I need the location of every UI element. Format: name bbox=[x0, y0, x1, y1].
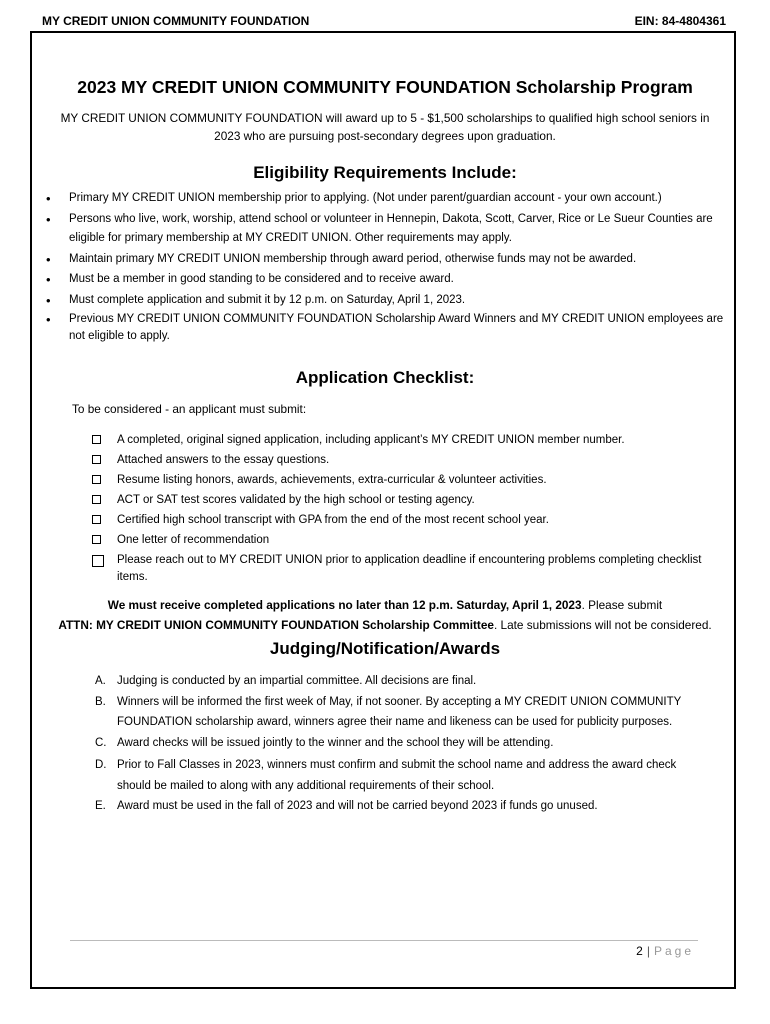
intro-paragraph: MY CREDIT UNION COMMUNITY FOUNDATION will award up to 5 - $1,500 scholarships to qualified high school seniors in 2023 who are pursuing post-secondary degrees upon graduation. bbox=[60, 111, 710, 143]
checklist-item-text: Attached answers to the essay questions. bbox=[117, 454, 330, 466]
eligibility-item bbox=[46, 291, 726, 311]
list-letter: E. bbox=[95, 800, 106, 812]
checklist bbox=[92, 430, 702, 586]
judging-item-text: Winners will be informed the first week of May, if not sooner. By accepting a MY CREDIT UNION COMMUNITY FOUNDATION scholarship award, winners agree their name and likeness can be used for publicity purposes. bbox=[117, 695, 682, 728]
attn-bold-text: ATTN: MY CREDIT UNION COMMUNITY FOUNDATION Scholarship Committee bbox=[58, 618, 494, 632]
judging-item bbox=[92, 796, 702, 817]
checklist-heading: Application Checklist: bbox=[295, 368, 475, 387]
bullet-icon: • bbox=[46, 292, 51, 308]
checklist-item-text: Please reach out to MY CREDIT UNION prior to application deadline if encountering problems completing checklist items. bbox=[117, 554, 702, 583]
checkbox-icon bbox=[92, 475, 101, 484]
checklist-item bbox=[92, 430, 702, 450]
list-letter: C. bbox=[95, 736, 107, 749]
checkbox-icon bbox=[92, 435, 101, 444]
checklist-item-text: A completed, original signed application, including applicant’s MY CREDIT UNION member number. bbox=[117, 434, 625, 446]
bullet-icon: • bbox=[46, 251, 51, 267]
checklist-item bbox=[92, 450, 702, 470]
judging-heading: Judging/Notification/Awards bbox=[269, 639, 501, 658]
checkbox-icon bbox=[92, 535, 101, 544]
eligibility-item bbox=[46, 311, 726, 345]
judging-item-text: Judging is conducted by an impartial committee. All decisions are final. bbox=[117, 675, 477, 687]
list-letter: D. bbox=[95, 759, 107, 771]
page-separator: | bbox=[646, 944, 650, 958]
page-title: 2023 MY CREDIT UNION COMMUNITY FOUNDATION Scholarship Program bbox=[77, 77, 693, 97]
checklist-item-text: One letter of recommendation bbox=[117, 534, 270, 546]
eligibility-item-text: Primary MY CREDIT UNION membership prior to applying. (Not under parent/guardian account - your own account.) bbox=[69, 192, 662, 204]
checklist-item bbox=[92, 530, 702, 550]
judging-item-text: Prior to Fall Classes in 2023, winners must confirm and submit the school name and address the award check should be mailed to along with any additional requirements of their school. bbox=[117, 759, 677, 792]
bullet-icon: • bbox=[46, 272, 51, 287]
eligibility-item-text: Must complete application and submit it by 12 p.m. on Saturday, April 1, 2023. bbox=[69, 293, 466, 306]
checklist-item bbox=[92, 552, 702, 586]
checklist-item bbox=[92, 510, 702, 530]
judging-item bbox=[92, 692, 702, 733]
checklist-lead: To be considered - an applicant must submit: bbox=[72, 402, 307, 416]
judging-item-text: Award must be used in the fall of 2023 and will not be carried beyond 2023 if funds go unused. bbox=[117, 800, 598, 812]
judging-item bbox=[92, 671, 702, 692]
eligibility-item-text: Maintain primary MY CREDIT UNION membership through award period, otherwise funds may not be awarded. bbox=[69, 252, 637, 265]
eligibility-item bbox=[46, 210, 726, 249]
list-letter: B. bbox=[95, 695, 106, 708]
eligibility-item bbox=[46, 270, 726, 290]
header-ein: EIN: 84-4804361 bbox=[634, 14, 726, 28]
judging-item-text: Award checks will be issued jointly to the winner and the school they will be attending. bbox=[117, 736, 554, 749]
checklist-item bbox=[92, 490, 702, 510]
checklist-item bbox=[92, 470, 702, 490]
eligibility-item bbox=[46, 189, 726, 209]
eligibility-item-text: Previous MY CREDIT UNION COMMUNITY FOUNDATION Scholarship Award Winners and MY CREDIT UNION employees are not eligible to apply. bbox=[69, 313, 724, 342]
page-label: Page bbox=[653, 944, 694, 958]
eligibility-item-text: Must be a member in good standing to be considered and to receive award. bbox=[69, 273, 454, 285]
checklist-item-text: Resume listing honors, awards, achievements, extra-curricular & volunteer activities. bbox=[117, 474, 547, 486]
deadline-text: . Please submit bbox=[581, 598, 663, 612]
checkbox-icon bbox=[92, 455, 101, 464]
checklist-item-text: ACT or SAT test scores validated by the high school or testing agency. bbox=[117, 494, 475, 506]
late-submission-text: . Late submissions will not be considered. bbox=[493, 618, 712, 632]
page-number bbox=[636, 944, 694, 958]
checkbox-icon bbox=[92, 495, 101, 504]
judging-item bbox=[92, 755, 702, 796]
eligibility-list bbox=[46, 189, 726, 346]
list-letter: A. bbox=[95, 675, 106, 687]
footer-divider bbox=[70, 940, 698, 941]
page-number-value: 2 bbox=[636, 944, 643, 958]
checklist-item-text: Certified high school transcript with GPA from the end of the most recent school year. bbox=[117, 514, 549, 526]
checkbox-icon bbox=[92, 555, 104, 567]
judging-item bbox=[92, 733, 702, 754]
deadline-notice bbox=[40, 595, 730, 635]
bullet-icon: • bbox=[46, 312, 51, 327]
header-org-name: MY CREDIT UNION COMMUNITY FOUNDATION bbox=[42, 14, 310, 28]
judging-list bbox=[92, 671, 702, 817]
checkbox-icon bbox=[92, 515, 101, 524]
bullet-icon: • bbox=[46, 191, 51, 206]
eligibility-item bbox=[46, 250, 726, 270]
eligibility-heading: Eligibility Requirements Include: bbox=[253, 163, 517, 182]
eligibility-item-text: Persons who live, work, worship, attend school or volunteer in Hennepin, Dakota, Scott, Carver, Rice or Le Sueur Counties are eligible for primary membership at MY CREDIT UNION. Other requirements may apply. bbox=[69, 212, 713, 244]
deadline-bold-text: We must receive completed applications no later than 12 p.m. Saturday, April 1, 2023 bbox=[107, 598, 582, 612]
bullet-icon: • bbox=[46, 211, 51, 227]
